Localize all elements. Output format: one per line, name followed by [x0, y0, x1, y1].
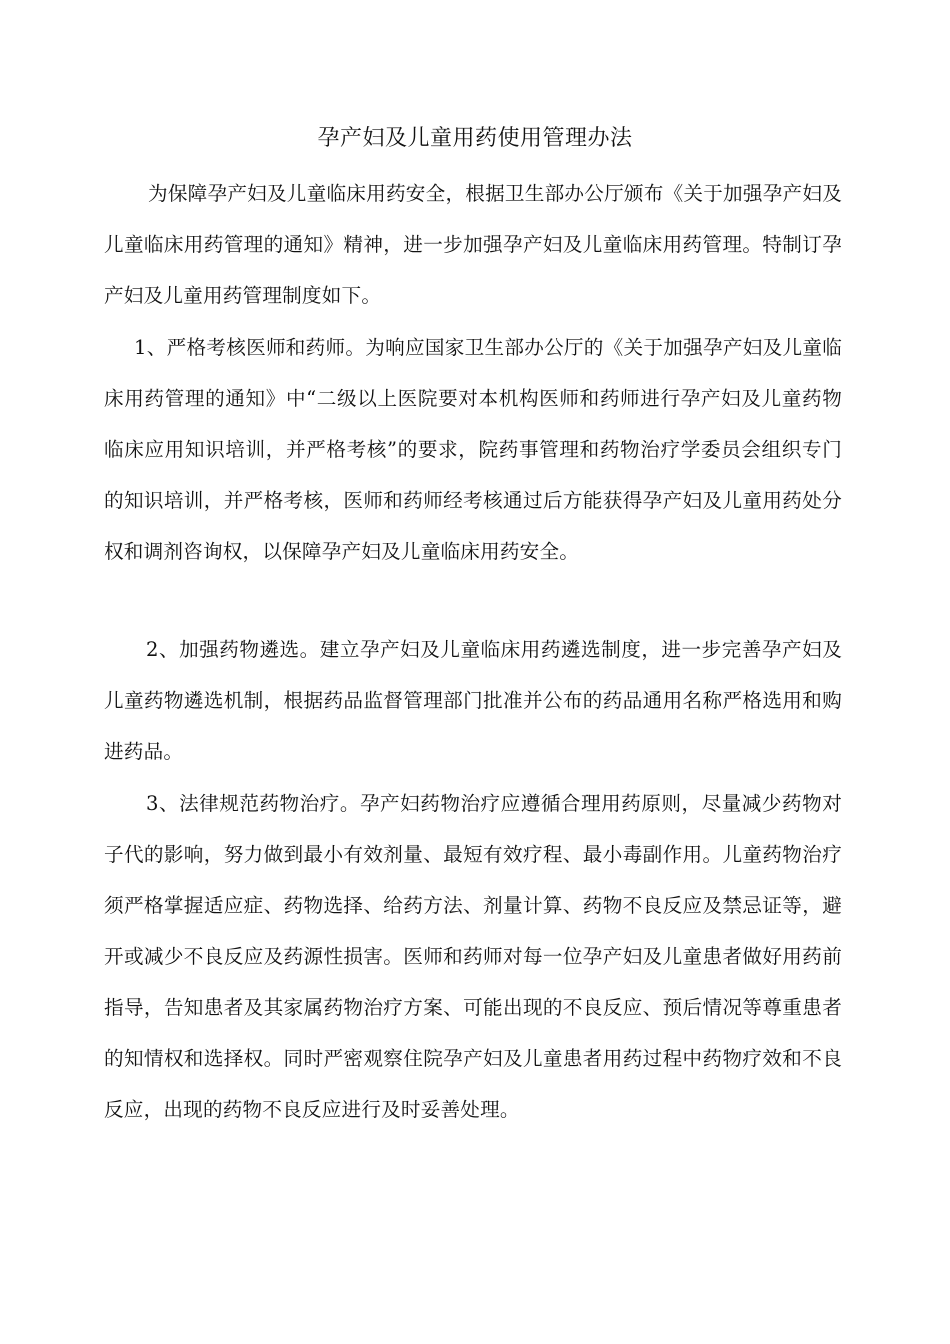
clause-3-paragraph: 3、法律规范药物治疗。孕产妇药物治疗应遵循合理用药原则，尽量减少药物对子代的影响，努力做到最小有效剂量、最短有效疗程、最小毒副作用。儿童药物治疗须严格掌握适应症、药物选择、给药方法、剂量计算、药物不良反应及禁忌证等，避开或减少不良反应及药源性损害。医师和药师对每一位孕产妇及儿童患者做好用药前指导，告知患者及其家属药物治疗方案、可能出现的不良反应、预后情况等尊重患者的知情权和选择权。同时严密观察住院孕产妇及儿童患者用药过程中药物疗效和不良反应，出现的药物不良反应进行及时妥善处理。	[104, 792, 842, 1121]
intro-paragraph: 为保障孕产妇及儿童临床用药安全，根据卫生部办公厅颁布《关于加强孕产妇及儿童临床用药管理的通知》精神，进一步加强孕产妇及儿童临床用药管理。特制订孕产妇及儿童用药管理制度如下。	[104, 182, 842, 307]
document-title: 孕产妇及儿童用药使用管理办法	[317, 126, 633, 151]
clause-1-paragraph: 1、严格考核医师和药师。为响应国家卫生部办公厅的《关于加强孕产妇及儿童临床用药管理的通知》中“二级以上医院要对本机构医师和药师进行孕产妇及儿童药物临床应用知识培训，并严格考核”的要求，院药事管理和药物治疗学委员会组织专门的知识培训，并严格考核，医师和药师经考核通过后方能获得孕产妇及儿童用药处分权和调剂咨询权，以保障孕产妇及儿童临床用药安全。	[104, 336, 842, 563]
clause-2-paragraph: 2、加强药物遴选。建立孕产妇及儿童临床用药遴选制度，进一步完善孕产妇及儿童药物遴选机制，根据药品监督管理部门批准并公布的药品通用名称严格选用和购进药品。	[104, 638, 842, 763]
